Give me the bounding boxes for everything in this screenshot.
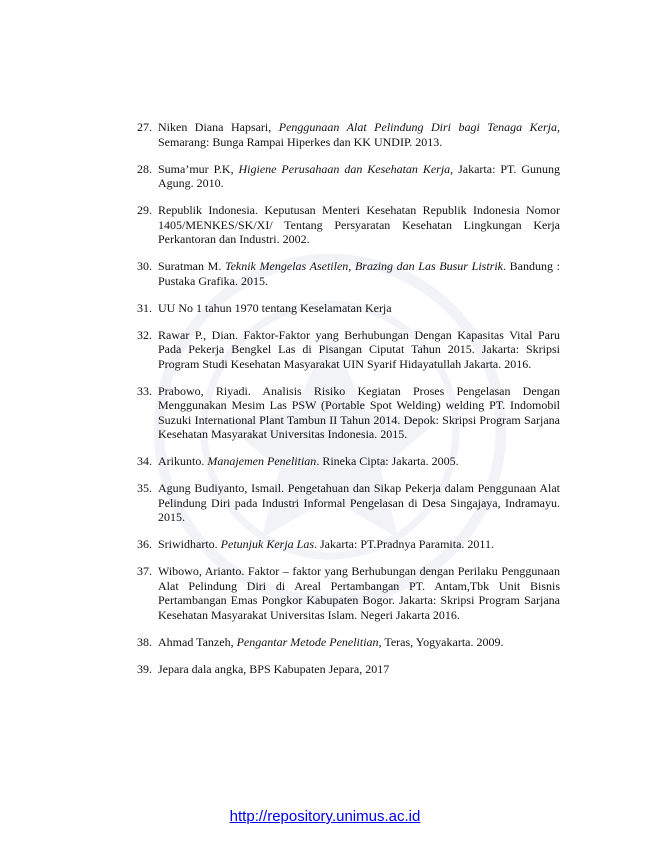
reference-text: Niken Diana Hapsari, Penggunaan Alat Pelindung Diri bagi Tenaga Kerja, Semarang: Bunga Rampai Hiperkes dan KK UNDIP. 2013.: [158, 120, 560, 149]
reference-title: Penggunaan Alat Pelindung Diri bagi Tenaga Kerja: [278, 120, 557, 134]
reference-item: [137, 662, 560, 677]
reference-list: [137, 120, 560, 689]
reference-number: 28.: [137, 161, 152, 176]
reference-number: 31.: [137, 300, 152, 315]
reference-text: Prabowo, Riyadi. Analisis Risiko Kegiatan Proses Pengelasan Dengan Menggunakan Mesim Las PSW (Portable Spot Welding) welding PT. Indomobil Suzuki International Plant Tambun II Tahun 2014. Depok: Skripsi Program Sarjana Kesehatan Masyarakat Universitas Indonesia. 2015.: [158, 383, 560, 441]
reference-item: [137, 481, 560, 525]
reference-number: 39.: [137, 661, 152, 676]
reference-title: Higiene Perusahaan dan Kesehatan Kerja: [238, 161, 451, 176]
reference-item: [137, 328, 560, 372]
reference-title: Petunjuk Kerja Las: [220, 537, 314, 551]
reference-title: Pengantar Metode Penelitian: [236, 634, 379, 649]
reference-number: 35.: [137, 481, 152, 495]
reference-item: [137, 162, 560, 191]
reference-item: [137, 537, 560, 552]
reference-number: 32.: [137, 327, 152, 342]
reference-number: 38.: [137, 634, 152, 649]
reference-text: Agung Budiyanto, Ismail. Pengetahuan dan Sikap Pekerja dalam Penggunaan Alat Pelindung Diri pada Industri Informal Pengelasan di Desa Singajaya, Indramayu. 2015.: [158, 481, 560, 524]
reference-item: [137, 203, 560, 247]
reference-number: 37.: [137, 564, 152, 578]
reference-text: Ahmad Tanzeh, Pengantar Metode Penelitian, Teras, Yogyakarta. 2009.: [158, 634, 504, 649]
reference-item: [137, 564, 560, 622]
reference-text: Jepara dala angka, BPS Kabupaten Jepara, 2017: [158, 661, 390, 676]
reference-item: [137, 259, 560, 288]
reference-number: 27.: [137, 120, 152, 134]
reference-item: [137, 635, 560, 650]
reference-number: 29.: [137, 203, 152, 217]
reference-title: Teknik Mengelas Asetilen, Brazing dan Las Busur Listrik: [225, 259, 503, 273]
reference-item: [137, 120, 560, 149]
reference-number: 30.: [137, 259, 152, 273]
reference-text: Suma’mur P.K, Higiene Perusahaan dan Kesehatan Kerja, Jakarta: PT. Gunung Agung. 2010.: [158, 161, 561, 190]
reference-title: Manajemen Penelitian: [207, 454, 317, 468]
reference-number: 33.: [137, 383, 152, 398]
reference-item: [137, 384, 560, 442]
reference-text: Arikunto. Manajemen Penelitian. Rineka Cipta: Jakarta. 2005.: [158, 454, 459, 468]
reference-number: 36.: [137, 537, 152, 551]
reference-text: Suratman M. Teknik Mengelas Asetilen, Brazing dan Las Busur Listrik. Bandung : Pustaka Grafika. 2015.: [158, 259, 560, 288]
reference-text: Republik Indonesia. Keputusan Menteri Kesehatan Republik Indonesia Nomor 1405/MENKES/SK/XI/ Tentang Persyaratan Kesehatan Lingkungan Kerja Perkantoran dan Industri. 2002.: [158, 203, 560, 246]
reference-text: Wibowo, Arianto. Faktor – faktor yang Berhubungan dengan Perilaku Penggunaan Alat Pelindung Diri di Areal Pertambangan PT. Antam,Tbk Unit Bisnis Pertambangan Emas Pongkor Kabupaten Bogor. Jakarta: Skripsi Program Sarjana Kesehatan Masyarakat Universitas Islam. Negeri Jakarta 2016.: [158, 564, 560, 622]
reference-number: 34.: [137, 454, 152, 468]
reference-text: Rawar P., Dian. Faktor-Faktor yang Berhubungan Dengan Kapasitas Vital Paru Pada Pekerja Bengkel Las di Pisangan Ciputat Tahun 2015. Jakarta: Skripsi Program Studi Kesehatan Masyarakat UIN Syarif Hidayatullah Jakarta. 2016.: [158, 327, 560, 371]
reference-text: Sriwidharto. Petunjuk Kerja Las. Jakarta: PT.Pradnya Paramita. 2011.: [158, 537, 494, 551]
reference-item: [137, 301, 560, 316]
reference-item: [137, 454, 560, 469]
reference-text: UU No 1 tahun 1970 tentang Keselamatan Kerja: [158, 300, 392, 315]
repository-link[interactable]: http://repository.unimus.ac.id: [229, 808, 421, 825]
